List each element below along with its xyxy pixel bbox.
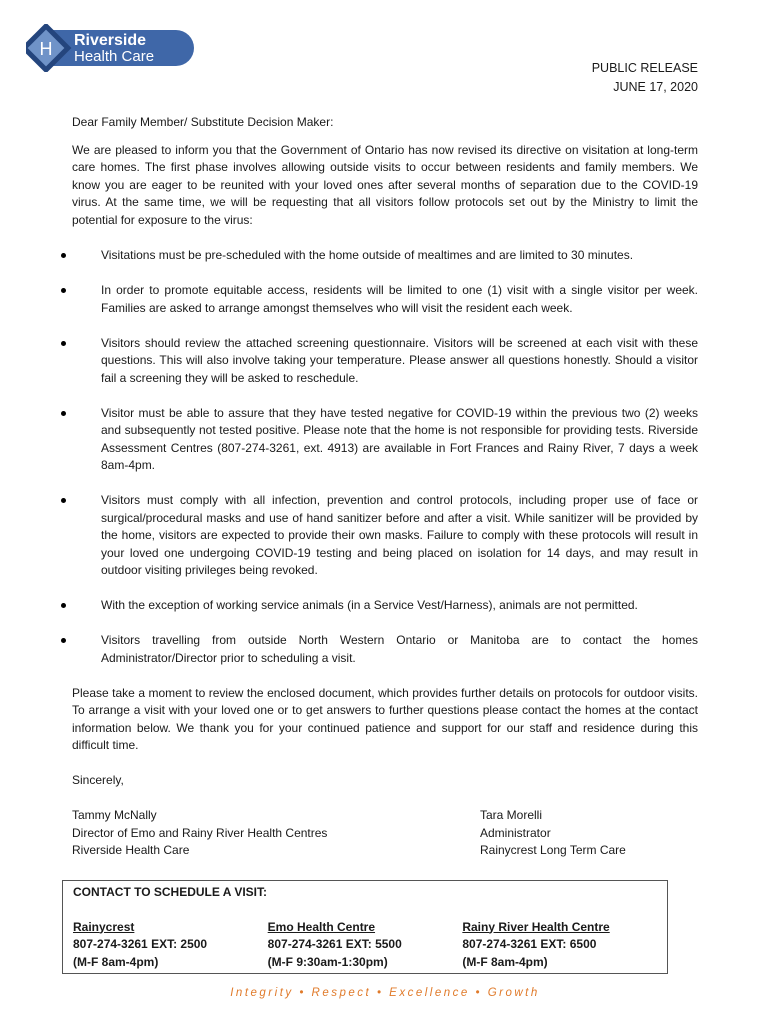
- footer-values: Integrity • Respect • Excellence • Growth: [230, 987, 540, 999]
- signatory-right: [480, 807, 698, 860]
- riverside-logo: [26, 24, 196, 72]
- list-item: Visitors should review the attached screening questionnaire. Visitors will be screened at each visit with these questions. This will also involve taking your temperature. Please answer all questions honestly. Should a visitor fail a screening they will be asked to reschedule.: [72, 335, 698, 388]
- signatory-title: Administrator: [480, 825, 551, 840]
- bullet-icon: [61, 253, 66, 258]
- list-item: In order to promote equitable access, residents will be limited to one (1) visit with a single visitor per week. Families are asked to arrange amongst themselves who will visit the resident each week.: [72, 282, 698, 317]
- contact-emo: [268, 919, 463, 972]
- list-item: Visitations must be pre-scheduled with the home outside of mealtimes and are limited to 30 minutes.: [72, 247, 698, 265]
- location-hours: (M-F 9:30am-1:30pm): [267, 954, 388, 969]
- signatory-title: Director of Emo and Rainy River Health Centres: [72, 825, 328, 840]
- signatory-left: [72, 807, 480, 860]
- logo-line2: Health Care: [74, 48, 155, 65]
- location-name: Rainycrest: [73, 919, 135, 934]
- salutation: Dear Family Member/ Substitute Decision Maker:: [72, 115, 334, 129]
- signature-block: [72, 807, 698, 860]
- letter-body: [72, 114, 698, 860]
- signatory-org: Rainycrest Long Term Care: [480, 843, 626, 857]
- closing-paragraph: Please take a moment to review the enclosed document, which provides further details on protocols for outdoor visits. To arrange a visit with your loved one or to get answers to further questions please contact the homes at the contact information below. We thank you for your continued patience and support for our staff and residence during this difficult time.: [72, 685, 698, 752]
- bullet-icon: [61, 603, 66, 608]
- bullet-icon: [61, 341, 66, 346]
- protocol-list: [72, 247, 698, 667]
- contact-rainycrest: [73, 919, 268, 972]
- list-item: Visitors travelling from outside North Western Ontario or Manitoba are to contact the homes Administrator/Director prior to scheduling a visit.: [72, 632, 698, 667]
- signatory-org: Riverside Health Care: [72, 843, 190, 857]
- bullet-icon: [61, 288, 66, 293]
- logo-line1: Riverside: [74, 32, 147, 49]
- contact-box: [62, 880, 668, 974]
- location-name: Rainy River Health Centre: [462, 919, 610, 934]
- location-name: Emo Health Centre: [267, 919, 376, 934]
- release-date: JUNE 17, 2020: [613, 80, 698, 94]
- location-phone: 807-274-3261 EXT: 6500: [462, 937, 597, 951]
- intro-paragraph: We are pleased to inform you that the Government of Ontario has now revised its directive on visitation at long-term care homes. The first phase involves allowing outside visits to occur between residents and family members. We know you are eager to be reunited with your loved ones after several months of separation due to the COVID-19 virus. At the same time, we will be requesting that all visitors follow protocols set out by the Ministry to limit the potential for exposure to the virus:: [72, 142, 698, 227]
- logo-mark: H: [39, 39, 53, 59]
- list-item: Visitor must be able to assure that they have tested negative for COVID-19 within the previous two (2) weeks and subsequently not tested positive. Please note that the home is not responsible for providing tests. Riverside Assessment Centres (807-274-3261, ext. 4913) are available in Fort Frances and Rainy River, 7 days a week 8am-4pm.: [72, 405, 698, 475]
- release-label: PUBLIC RELEASE: [591, 61, 698, 75]
- sincerely: Sincerely,: [72, 773, 124, 787]
- signatory-name: Tammy McNally: [72, 808, 157, 822]
- bullet-icon: [61, 411, 66, 416]
- contact-columns: [73, 919, 657, 972]
- bullet-icon: [61, 498, 66, 503]
- contact-rainy-river: [462, 919, 657, 972]
- list-item: Visitors must comply with all infection, prevention and control protocols, including proper use of face or surgical/procedural masks and use of hand sanitizer before and after a visit. While sanitizer will be provided by the home, visitors are expected to provide their own masks. Failure to comply with these protocols will result in your loved one undergoing COVID-19 testing and being placed on isolation for 14 days, and may result in outdoor visiting privileges being revoked.: [72, 492, 698, 580]
- location-phone: 807-274-3261 EXT: 5500: [267, 937, 402, 951]
- location-hours: (M-F 8am-4pm): [462, 954, 548, 969]
- contact-title: CONTACT TO SCHEDULE A VISIT:: [73, 885, 268, 899]
- list-item: With the exception of working service animals (in a Service Vest/Harness), animals are not permitted.: [72, 597, 698, 615]
- location-phone: 807-274-3261 EXT: 2500: [73, 937, 208, 951]
- location-hours: (M-F 8am-4pm): [73, 954, 159, 969]
- signatory-name: Tara Morelli: [480, 808, 543, 822]
- release-header: [592, 59, 698, 97]
- bullet-icon: [61, 638, 66, 643]
